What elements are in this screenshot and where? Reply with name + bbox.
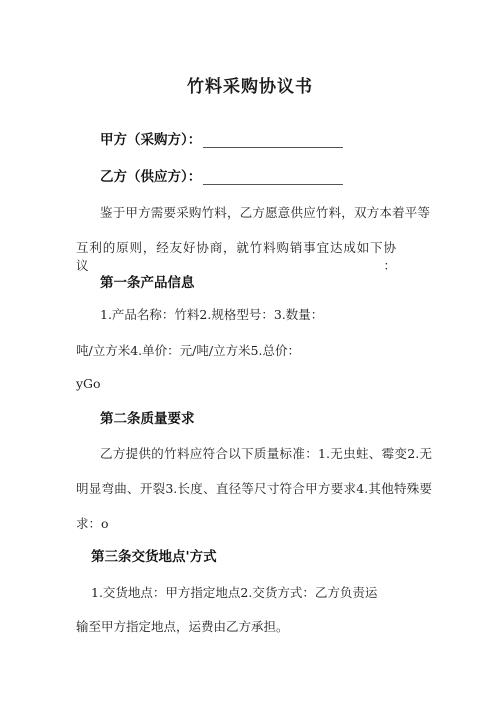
section-2-line-1: 乙方提供的竹料应符合以下质量标准：1.无虫蛀、霉变2.无 (100, 446, 432, 461)
section-1-heading: 第一条产品信息 (100, 275, 195, 291)
section-3-heading: 第三条交货地点'方式 (91, 549, 217, 565)
party-b-blank (203, 172, 343, 185)
section-2-heading: 第二条质量要求 (100, 411, 195, 427)
party-b-label: 乙方（供应方）： (100, 169, 202, 185)
document-title: 竹料采购协议书 (187, 77, 313, 97)
party-a-blank (203, 135, 343, 148)
section-3-line-1: 1.交货地点：甲方指定地点2.交货方式：乙方负责运 (91, 585, 378, 600)
party-a-label: 甲方（采购方）： (100, 132, 202, 148)
party-a-line (100, 128, 343, 148)
party-b-line (100, 165, 343, 185)
section-3-line-2: 输至甲方指定地点，运费由乙方承担。 (76, 619, 289, 634)
section-1-line-3: yGo (76, 376, 101, 391)
section-2-line-3: 求：o (76, 516, 109, 531)
intro-line-2: 互利的原则，经友好协商，就竹料购销事宜达成如下协议： (76, 240, 396, 273)
section-2-line-2: 明显弯曲、开裂3.长度、直径等尺寸符合甲方要求4.其他特殊要 (76, 481, 432, 496)
intro-line-1: 鉴于甲方需要采购竹料，乙方愿意供应竹料，双方本着平等 (100, 205, 430, 220)
section-1-line-2: 吨/立方米4.单价：元/吨/立方米5.总价： (76, 343, 300, 358)
section-1-line-1: 1.产品名称：竹料2.规格型号：3.数量： (100, 307, 324, 322)
